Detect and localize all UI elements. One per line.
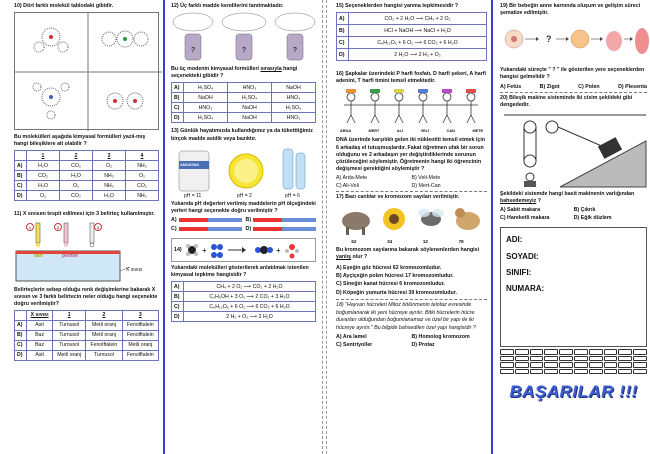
pink-label: pembe xyxy=(62,252,79,259)
molecule-diagrams xyxy=(15,13,162,131)
header-cell: 1 xyxy=(53,310,86,320)
q17-options xyxy=(336,264,487,298)
option-b[interactable]: B) Veli-Mete xyxy=(411,175,441,182)
number-field[interactable]: NUMARA: xyxy=(506,284,545,294)
table-row[interactable] xyxy=(15,161,159,171)
option-letter: C) xyxy=(15,181,27,191)
molecule-table xyxy=(14,12,159,130)
text: hangi seçenekteki gibidir ? xyxy=(171,66,298,80)
cell: O₂ xyxy=(93,161,126,171)
option-letter: D) xyxy=(245,225,252,232)
option-d[interactable]: D) Eğik düzlem xyxy=(573,215,612,222)
option-letter: B) xyxy=(337,25,349,37)
option-letter: D) xyxy=(15,191,27,201)
answer-bubble[interactable] xyxy=(515,369,529,375)
option-letter: C) xyxy=(171,225,177,232)
option-c[interactable]: C) Ali-Veli xyxy=(336,183,359,190)
answer-bubble[interactable] xyxy=(544,356,558,362)
cell: H₂O xyxy=(27,161,60,171)
option-b[interactable]: B) Zigot xyxy=(539,83,560,90)
q15-table xyxy=(336,12,487,61)
header-cell: 1 xyxy=(27,151,60,161)
option-a[interactable]: A) Eşeğin göz hücresi 62 kromozomludur. xyxy=(336,264,442,271)
cell: C₆H₁₂O₆ + 6 O₂ ⟶ 6 CO₂ + 6 H₂O xyxy=(349,37,487,49)
answer-bubble[interactable] xyxy=(633,369,647,375)
answer-bubble[interactable] xyxy=(589,349,603,355)
svg-text:1: 1 xyxy=(28,224,32,230)
q12-text: 12) Üç farklı madde kendilerini tanıtmaktadır. xyxy=(171,3,284,9)
option-letter: A) xyxy=(15,161,27,171)
cell: HNO₃ xyxy=(184,103,228,113)
chromosome-numbers xyxy=(336,239,487,244)
answer-bubble[interactable] xyxy=(604,356,618,362)
answer-bubble[interactable] xyxy=(530,356,544,362)
option-b[interactable] xyxy=(246,217,317,223)
text: olur ? xyxy=(351,254,368,261)
table-row[interactable] xyxy=(337,25,487,37)
underlined-text: sırasıyla xyxy=(260,66,282,73)
question-number: 14) xyxy=(174,246,182,253)
cell: NH₃ xyxy=(126,161,159,171)
option-d[interactable] xyxy=(246,226,317,232)
yellow-label: sarı xyxy=(34,252,43,259)
table-row[interactable] xyxy=(172,302,316,312)
cell: CO₂ xyxy=(60,161,93,171)
name-label: CAN xyxy=(446,129,455,134)
svg-text:2: 2 xyxy=(56,224,60,230)
ph-value: pH = 11 xyxy=(184,192,202,199)
answer-bubble[interactable] xyxy=(559,369,573,375)
svg-text:?: ? xyxy=(241,47,247,55)
answer-bubble[interactable] xyxy=(604,349,618,355)
cell: CO₂ xyxy=(27,171,60,181)
underlined-text: bahsedemeyiz xyxy=(500,197,537,204)
answer-bubble[interactable] xyxy=(589,356,603,362)
header-cell: 3 xyxy=(122,310,158,320)
q10-text: 10) Dört farklı molekül tablodaki gibidir. xyxy=(14,3,114,9)
option-letter: B) xyxy=(15,171,27,181)
option-c[interactable]: C) Hareketli makara xyxy=(500,215,550,222)
answer-bubble[interactable] xyxy=(589,362,603,368)
answer-bubble[interactable] xyxy=(530,362,544,368)
cell: Baz xyxy=(27,340,53,350)
cell: H₂O xyxy=(27,181,60,191)
cell: C₂H₅OH + 3 O₂ ⟶ 2 CO₂ + 3 H₂O xyxy=(184,292,316,302)
name-label: ARDA xyxy=(340,129,351,134)
x-liquid-label: X sıvısı xyxy=(126,266,143,273)
cell: Baz xyxy=(27,330,53,340)
name-label: VELİ xyxy=(420,129,430,134)
cell: O₂ xyxy=(27,191,60,201)
option-a[interactable]: A) Arda-Mete xyxy=(336,175,368,182)
svg-text:+: + xyxy=(201,245,207,255)
text: Bu üç modenin kimyasal formülleri xyxy=(171,66,261,73)
class-field[interactable]: SINIFI: xyxy=(506,267,532,277)
answer-bubble[interactable] xyxy=(574,356,588,362)
cell: Asit xyxy=(27,320,53,330)
option-letter: D) xyxy=(337,49,349,61)
q13-question: Yukarıda pH değerleri verilmiş maddelerin pH ölçeğindeki yerleri hangi seçenekte doğru verilmiştir ? xyxy=(171,200,316,214)
cell: HCl + NaOH ⟶ NaCl + H₂O xyxy=(349,25,487,37)
ph-items xyxy=(171,145,316,201)
answer-bubble[interactable] xyxy=(500,362,514,368)
cell: NaOH xyxy=(228,113,272,123)
cell: O₂ xyxy=(60,181,93,191)
answer-bubble[interactable] xyxy=(500,369,514,375)
cell: CO₂ + 2 H₂O ⟶ CH₄ + 2 O₂ xyxy=(349,13,487,25)
option-c[interactable]: C) Polen xyxy=(578,83,600,90)
q11-text: 11) X sıvısını tespit edilmesi için 3 belirteç kullanılmıştır. xyxy=(14,211,155,218)
option-letter: C) xyxy=(15,340,27,350)
answer-bubble[interactable] xyxy=(544,369,558,375)
name-label: METE xyxy=(472,129,483,134)
q18-text: 18) "Hayvan hücreleri Mitoz bölünmenin telofaz evresinde boğumlanarak iki yeni hücreye ayrılır. Bitki hücrelerin hücre duvarları olduğundan boğumlanamaz ve özel bir yapı ile iki hücreye ayrılır." Bu bilgide bahsedilen özel yapı hangisidir ? xyxy=(336,302,476,331)
q13-text: 13) Günlük hayatımızda kullandığımız ya da tüketttiğimiz birçok madde asidik veya bazıktır. xyxy=(171,128,313,142)
divider xyxy=(163,0,165,454)
cell: CO₂ xyxy=(126,181,159,191)
cell: O₂ xyxy=(126,171,159,181)
answer-bubble[interactable] xyxy=(559,349,573,355)
answer-bubble[interactable] xyxy=(589,369,603,375)
option-letter: D) xyxy=(15,350,27,360)
option-a[interactable] xyxy=(171,217,242,223)
option-c[interactable] xyxy=(171,226,242,232)
cell: NH₃ xyxy=(93,181,126,191)
column-4 xyxy=(496,0,650,454)
svg-text:?: ? xyxy=(190,47,196,55)
cell: HNO₃ xyxy=(272,113,316,123)
ph-scale-options xyxy=(171,217,316,232)
student-info-box xyxy=(500,227,647,347)
cell: Fenolftalein xyxy=(122,350,158,360)
q16-question: DNA üzerinde karşılıklı gelen iki nükleotiti temsil etmek için 6 arkadaş el tutuşmuşlardır. Fakat öğretmen ufak bir sorun olduğunu ve 2 arkadaşın yer değiştirdiklerinde sorunun çözüleceğini söylemiştir. Öğretmenin hangi iki öğrencinin değişmesi gerektiğini söylemiştir ? xyxy=(336,137,486,172)
cell: H₂SO₄ xyxy=(272,103,316,113)
q19-text: 19) Bir bebeğin anne karnında oluşum ve gelişim süreci şematize edilmiştir. xyxy=(500,3,641,17)
name-label: MERT xyxy=(368,129,380,134)
q20-options xyxy=(500,207,647,221)
answer-bubble[interactable] xyxy=(544,362,558,368)
q17-text: 17) Bazı canlılar ve kromozom sayıları verilmiştir. xyxy=(336,194,460,201)
separator xyxy=(336,299,487,300)
option-c[interactable]: C) Sentriyoller xyxy=(336,342,373,349)
cell: H₂SO₄ xyxy=(184,83,228,93)
answer-bubble[interactable] xyxy=(574,369,588,375)
header-cell xyxy=(15,310,27,320)
q14-question: Yukarıdaki molekülleri gösterilerek anlatılmak istenilen kimyasal tepkime hangisidir ? xyxy=(171,264,309,279)
children-names xyxy=(336,129,487,133)
header-cell: 2 xyxy=(86,310,122,320)
surname-field[interactable]: SOYADI: xyxy=(506,251,539,261)
molecule-reaction-image xyxy=(186,241,306,259)
answer-bubble[interactable] xyxy=(559,362,573,368)
answer-bubble[interactable] xyxy=(530,369,544,375)
option-letter: B) xyxy=(15,330,27,340)
q19-question: Yukarıdaki süreçte " ? " ile gösterilen yere seçeneklerden hangisi gelmelidir ? xyxy=(500,67,645,81)
q12-table xyxy=(171,82,316,123)
cell: NaOH xyxy=(228,103,272,113)
header-cell: 2 xyxy=(60,151,93,161)
option-letter: B) xyxy=(245,216,252,223)
cell: Metil oranj xyxy=(86,320,122,330)
cell: H₂SO₄ xyxy=(228,93,272,103)
cell: Turnusol xyxy=(53,340,86,350)
q16-options xyxy=(336,175,487,189)
answer-bubble[interactable] xyxy=(618,356,632,362)
svg-text:?: ? xyxy=(546,34,552,45)
q19-options xyxy=(500,84,647,90)
success-banner: BAŞARILAR !!! xyxy=(509,382,638,402)
option-c[interactable]: C) Sineğin kanat hücresi 6 kromozomludur. xyxy=(336,281,445,288)
option-letter: B) xyxy=(172,292,184,302)
children-holding-hands xyxy=(336,87,486,127)
option-letter: D) xyxy=(172,312,184,322)
option-letter: D) xyxy=(172,113,184,123)
table-row[interactable] xyxy=(15,181,159,191)
answer-bubble[interactable] xyxy=(544,349,558,355)
answer-bubble[interactable] xyxy=(574,362,588,368)
answer-bubble[interactable] xyxy=(618,349,632,355)
option-a[interactable]: A) Fetüs xyxy=(500,83,522,90)
cell: Turnusol xyxy=(86,350,122,360)
cell: Asit xyxy=(27,350,53,360)
table-row[interactable] xyxy=(15,330,159,340)
chromosome-count: 34 xyxy=(387,239,393,245)
svg-text:3: 3 xyxy=(96,224,100,230)
answer-bubble[interactable] xyxy=(604,369,618,375)
answer-bubble[interactable] xyxy=(604,362,618,368)
separator xyxy=(500,92,647,93)
ph-value: pH = 2 xyxy=(237,192,252,199)
answer-bubble[interactable] xyxy=(530,349,544,355)
cell: Turnusol xyxy=(53,330,86,340)
table-row[interactable] xyxy=(172,113,316,123)
option-b[interactable]: B) Homolog kromozom xyxy=(411,334,470,341)
answer-bubble[interactable] xyxy=(574,349,588,355)
answer-bubble[interactable] xyxy=(500,349,514,355)
table-row[interactable] xyxy=(15,191,159,201)
table-row[interactable] xyxy=(172,103,316,113)
q20-question xyxy=(500,191,647,205)
option-a[interactable]: A) Sabit makara xyxy=(500,207,541,214)
option-letter: A) xyxy=(172,282,184,292)
header-cell: 3 xyxy=(93,151,126,161)
option-a[interactable]: A) Ara lamel xyxy=(336,334,367,341)
cell: 2 H₂ + O₂ ⟶ 2 H₂O xyxy=(184,312,316,322)
cell: H₂SO₄ xyxy=(184,113,228,123)
embryo-development-image xyxy=(500,19,650,65)
answer-bubble[interactable] xyxy=(515,362,529,368)
cell: Fenolftalein xyxy=(122,320,158,330)
option-letter: C) xyxy=(172,103,184,113)
answer-bubble[interactable] xyxy=(559,356,573,362)
option-letter: A) xyxy=(337,13,349,25)
fold-line xyxy=(326,0,327,454)
q10-table xyxy=(14,150,159,201)
cell: Fenolftalein xyxy=(86,340,122,350)
fold-line xyxy=(322,0,323,454)
option-letter: C) xyxy=(172,302,184,312)
cell: Fenolftalein xyxy=(122,330,158,340)
cell: NaOH xyxy=(272,83,316,93)
cell: HNO₃ xyxy=(228,83,272,93)
option-b[interactable]: B) Çıkrık xyxy=(573,207,596,214)
chromosome-count: 78 xyxy=(458,239,464,245)
option-letter: A) xyxy=(171,216,177,223)
option-letter: B) xyxy=(172,93,184,103)
chromosome-count: 62 xyxy=(351,239,357,245)
ammonia-label: AMONYAK xyxy=(180,162,200,167)
cell: H₂O xyxy=(93,191,126,201)
chromosome-count: 12 xyxy=(422,239,428,245)
table-row[interactable] xyxy=(15,171,159,181)
table-row[interactable] xyxy=(15,340,159,350)
cell: Metil oranj xyxy=(86,330,122,340)
q11-table xyxy=(14,310,159,361)
q16-text: 16) Şapkalar üzerindeki P harfi fosfatı, D harfi şekeri, A harfi adenini, T harfi timini temsil etmektedir. xyxy=(336,71,486,85)
answer-bubble[interactable] xyxy=(618,369,632,375)
table-row[interactable] xyxy=(15,350,159,360)
column-1 xyxy=(0,0,163,454)
svg-text:+: + xyxy=(275,245,281,255)
q10-question: Bu molekülleri aşağıda kimyasal formülleri yazıl-mış hangi bileşiklere ait olabilir ? xyxy=(14,134,146,148)
option-letter: A) xyxy=(15,320,27,330)
table-row[interactable] xyxy=(172,292,316,302)
cell: 2 H₂O ⟶ 2 H₂ + O₂ xyxy=(349,49,487,61)
table-row[interactable] xyxy=(172,83,316,93)
answer-bubble[interactable] xyxy=(500,356,514,362)
cell: HNO₃ xyxy=(272,93,316,103)
table-row[interactable] xyxy=(337,37,487,49)
separator xyxy=(336,191,487,192)
q17-question xyxy=(336,247,487,261)
q14-table xyxy=(171,281,316,322)
cell: NH₃ xyxy=(126,191,159,201)
text: Bu kromozom sayılarına bakarak söylenenlerden hangisi xyxy=(336,247,480,254)
divider xyxy=(491,0,493,454)
header-cell xyxy=(15,151,27,161)
underlined-text: yanlış xyxy=(336,254,352,261)
ph-value: pH = 6 xyxy=(285,192,300,199)
cell: Turnusol xyxy=(53,320,86,330)
option-d[interactable]: D) Mert-Can xyxy=(411,183,441,190)
option-letter: A) xyxy=(172,83,184,93)
table-row[interactable] xyxy=(15,320,159,330)
three-substances-image xyxy=(171,12,317,64)
table-row[interactable] xyxy=(172,93,316,103)
cell: H₂O xyxy=(60,171,93,181)
answer-bubble[interactable] xyxy=(633,349,647,355)
cell: C₆H₁₂O₆ + 6 O₂ ⟶ 6 CO₂ + 6 H₂O xyxy=(184,302,316,312)
option-d[interactable]: D) Plesenta xyxy=(618,83,647,90)
table-row[interactable] xyxy=(172,282,316,292)
cell: CH₄ + 2 O₂ ⟶ CO₂ + 2 H₂O xyxy=(184,282,316,292)
cell: CO₂ xyxy=(60,191,93,201)
option-letter: C) xyxy=(337,37,349,49)
answer-bubble[interactable] xyxy=(633,362,647,368)
cell: NaOH xyxy=(184,93,228,103)
option-d[interactable]: D) Köpeğin yumurta hücresi 39 kromozomludur. xyxy=(336,289,457,296)
header-cell: X sıvısı xyxy=(27,310,53,320)
answer-bubble[interactable] xyxy=(515,349,529,355)
column-2 xyxy=(167,0,319,454)
header-cell: 4 xyxy=(126,151,159,161)
option-b[interactable]: B) Ayçiçeğin polen hücresi 17 kromozomludur. xyxy=(336,273,454,280)
table-row[interactable] xyxy=(337,49,487,61)
q14-box xyxy=(171,238,316,262)
text: ? xyxy=(536,197,541,204)
table-row[interactable] xyxy=(172,312,316,322)
table-row[interactable] xyxy=(337,13,487,25)
text: Şekildeki sistemde hangi basit makinenin varlığından xyxy=(500,190,635,197)
q18-options xyxy=(336,334,487,348)
svg-text:?: ? xyxy=(292,47,298,55)
answer-bubble[interactable] xyxy=(633,356,647,362)
answer-bubble[interactable] xyxy=(618,362,632,368)
q11-question: Belirteçlerin sebep olduğu renk değişimlerine bakarak X sıvısın ve 3 farklı belirtecin neler olduğu hangi seçenekte doğru verilmiştir? xyxy=(14,286,158,307)
answer-bubble-grid xyxy=(500,349,647,374)
name-field[interactable]: ADI: xyxy=(506,235,523,245)
cell: Metil oranj xyxy=(53,350,86,360)
column-3 xyxy=(330,0,490,454)
cell: Metil oranj xyxy=(122,340,158,350)
organisms-image xyxy=(336,203,486,237)
q15-text: 15) Seçeneklerden hangisi yanma tepkimesidir ? xyxy=(336,3,459,9)
compound-machine-image xyxy=(500,111,650,189)
q12-question xyxy=(171,66,316,80)
option-d[interactable]: D) Protaz xyxy=(411,342,435,349)
cell: NH₃ xyxy=(93,171,126,181)
answer-bubble[interactable] xyxy=(515,356,529,362)
name-label: ALİ xyxy=(396,129,404,134)
q20-text: 20) Bileşik makine sisteminde iki cisim şekildeki gibi dengededir. xyxy=(500,94,633,108)
